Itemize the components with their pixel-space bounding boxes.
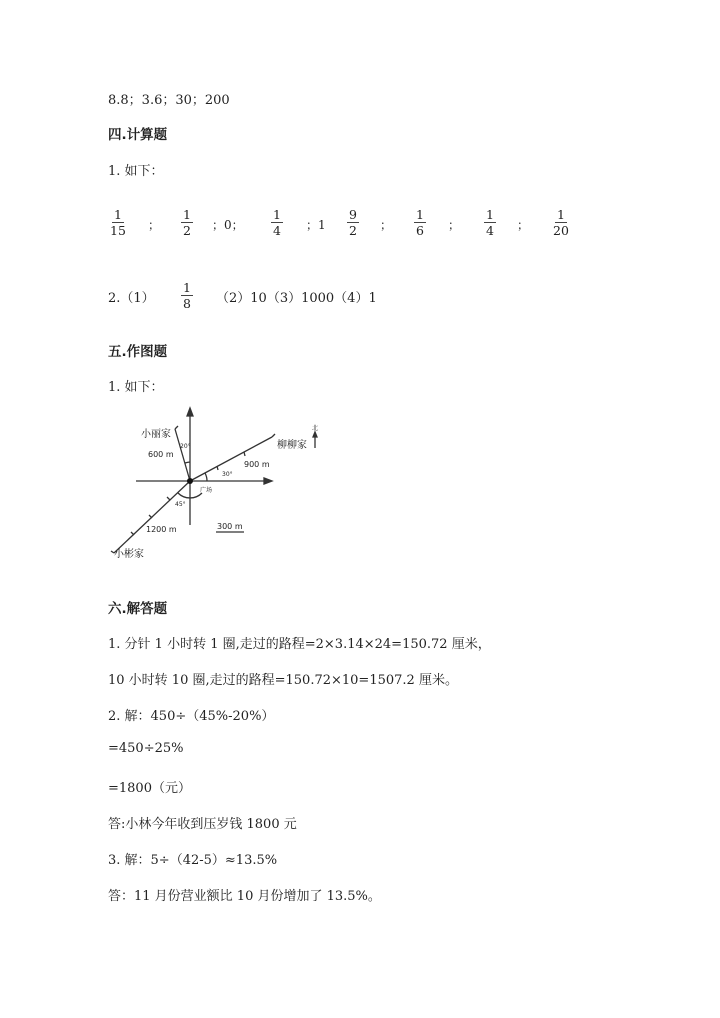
denominator: 2 <box>183 223 191 238</box>
answer-line: 答：11 月份营业额比 10 月份增加了 13.5%。 <box>108 889 381 904</box>
answer-line: 2. 解：450÷（45%-20%） <box>108 709 275 724</box>
square-point <box>187 478 193 484</box>
answer-line: =1800（元） <box>108 781 191 796</box>
numerator: 9 <box>349 207 357 222</box>
label-square: 广场 <box>200 487 213 494</box>
numerator: 1 <box>556 207 565 222</box>
denominator: 2 <box>349 223 357 238</box>
section-5-title: 五.作图题 <box>108 344 168 360</box>
section-6-title: 六.解答题 <box>108 601 168 617</box>
denominator: 4 <box>486 223 494 238</box>
separator: ；1 <box>306 218 326 232</box>
answer-line: =450÷25% <box>108 741 184 756</box>
denominator: 15 <box>110 223 126 238</box>
answer-line: 3. 解：5÷（42-5）≈13.5% <box>108 853 278 868</box>
numerator: 1 <box>113 207 122 222</box>
label-liuliu: 柳柳家 <box>277 440 307 451</box>
numerator: 1 <box>183 207 191 222</box>
arrow-icon <box>187 408 193 416</box>
section-4-q1: 1. 如下： <box>108 164 164 179</box>
section-4-title: 四.计算题 <box>108 127 168 143</box>
label-30-degrees: 30° <box>222 471 233 478</box>
section-4-q2-part1: 2.（1） <box>108 291 155 306</box>
denominator: 4 <box>273 223 281 238</box>
denominator: 8 <box>183 296 191 311</box>
label-xiaobin: 小彬家 <box>114 549 144 560</box>
denominator: 6 <box>416 223 424 238</box>
numerator: 1 <box>183 280 191 295</box>
section-5-q1: 1. 如下： <box>108 380 164 395</box>
path-to-xiaoli <box>175 429 190 481</box>
label-scale: 300 m <box>217 522 243 531</box>
answer-line: 1. 分针 1 小时转 1 圈,走过的路程=2×3.14×24=150.72 厘米， <box>108 637 491 652</box>
arrow-icon <box>264 478 272 484</box>
answer-line: 10 小时转 10 圈,走过的路程=150.72×10=1507.2 厘米。 <box>108 673 458 688</box>
numerator: 1 <box>416 207 424 222</box>
label-600m: 600 m <box>148 450 174 459</box>
label-45-degrees: 45° <box>175 501 186 508</box>
answer-line: 答:小林今年收到压岁钱 1800 元 <box>108 817 297 832</box>
separator: ； <box>517 218 530 232</box>
section-4-q2-part2: （2）10（3）1000（4）1 <box>216 291 377 306</box>
label-1200m: 1200 m <box>146 525 177 534</box>
separator: ； <box>448 218 461 232</box>
label-xiaoli: 小丽家 <box>141 429 171 440</box>
separator: ；0； <box>212 218 244 232</box>
label-900m: 900 m <box>244 460 270 469</box>
previous-answers: 8.8；3.6；30；200 <box>108 93 230 108</box>
numerator: 1 <box>486 207 494 222</box>
path-to-xiaobin <box>114 481 190 553</box>
label-20-degrees: 20° <box>180 443 191 450</box>
label-north: 北 <box>312 425 319 432</box>
separator: ； <box>380 218 393 232</box>
separator: ； <box>148 218 161 232</box>
denominator: 20 <box>553 223 569 238</box>
numerator: 1 <box>273 207 281 222</box>
